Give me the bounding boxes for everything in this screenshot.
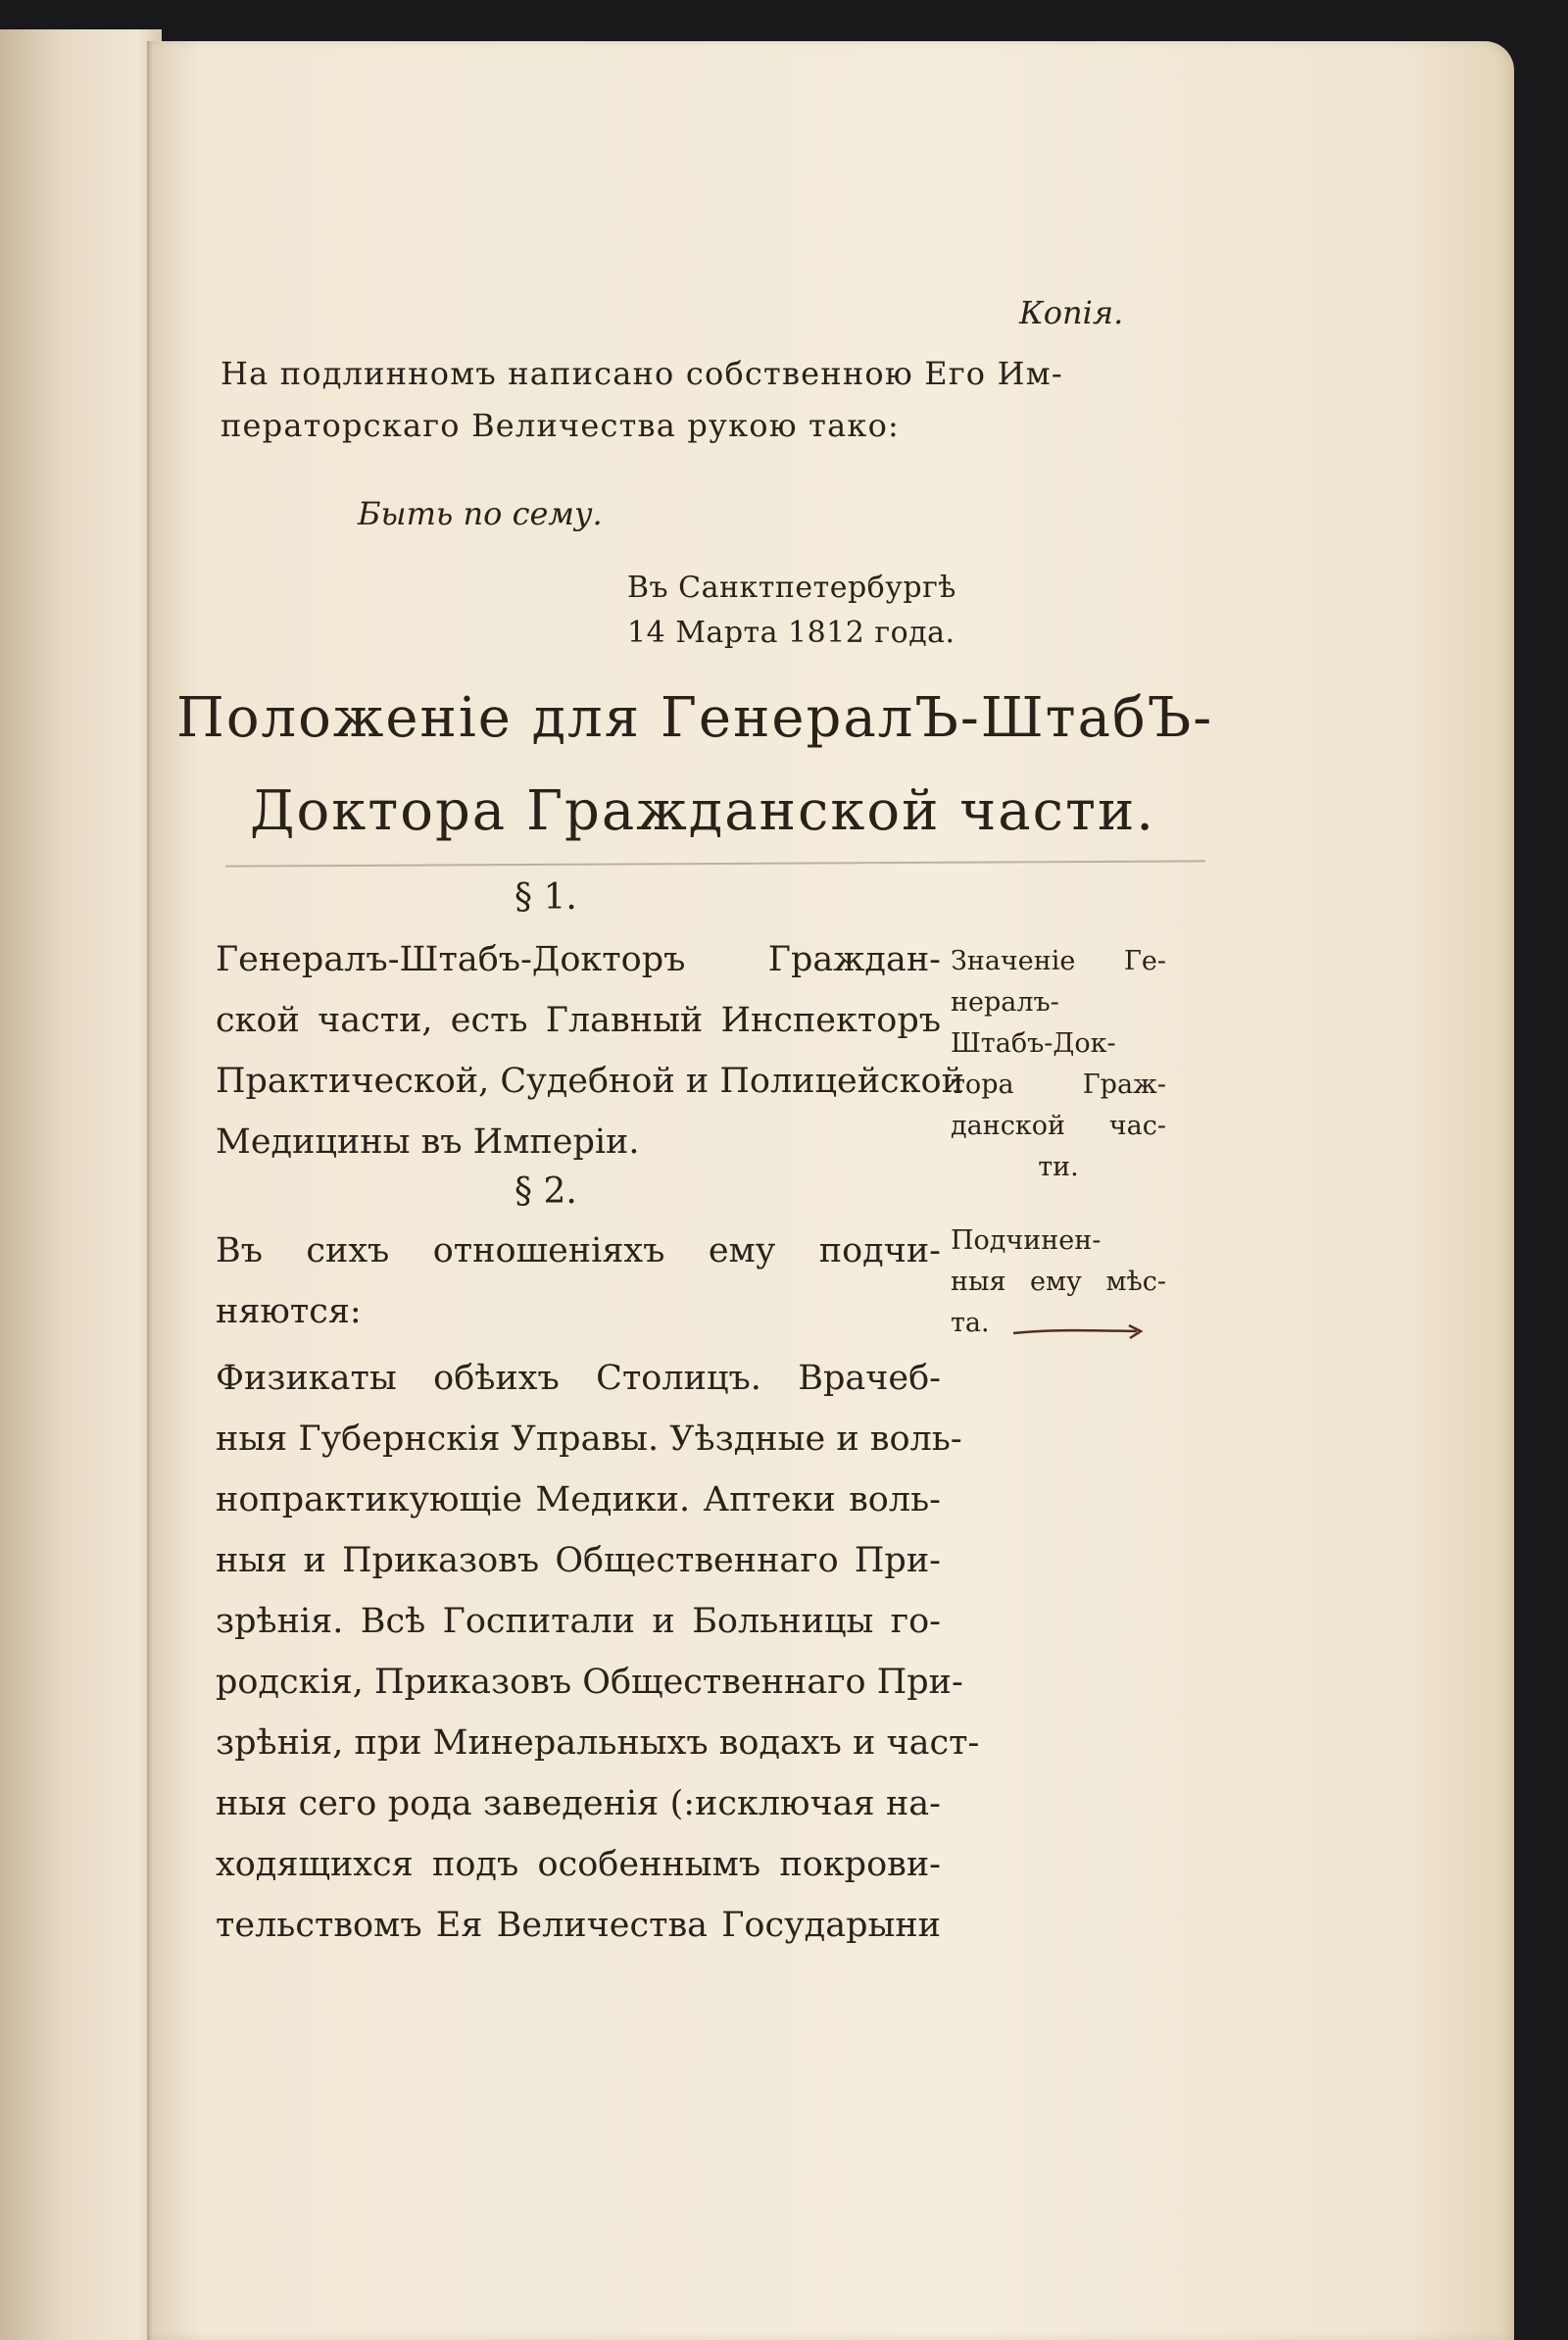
margin-note-line: та.	[951, 1308, 990, 1338]
body-line: няются:	[216, 1292, 362, 1331]
margin-note-line: ти.	[1038, 1152, 1079, 1182]
body-line: зрѣнія, при Минеральныхъ водахъ и част-	[216, 1723, 980, 1763]
handwritten-arrow-mark	[1011, 1321, 1149, 1341]
margin-note-line: Штабъ-Док-	[951, 1028, 1116, 1059]
body-line: Медицины въ Имперіи.	[216, 1122, 640, 1162]
body-line: ходящихся подъ особеннымъ покрови-	[216, 1845, 941, 1884]
body-line: ныя Губернскія Управы. Уѣздные и воль-	[216, 1419, 962, 1459]
section-1-body	[216, 929, 964, 1172]
margin-note-line: ныя ему мѣс-	[951, 1267, 1166, 1297]
body-line: тельствомъ Ея Величества Государыни	[216, 1906, 941, 1945]
copy-label: Копія.	[1019, 294, 1124, 331]
body-line: нопрактикующіе Медики. Аптеки воль-	[216, 1480, 941, 1519]
imperial-resolution: Быть по сему.	[358, 495, 603, 532]
body-line: родскія, Приказовъ Общественнаго При-	[216, 1663, 963, 1702]
margin-note-line: Подчинен-	[951, 1225, 1102, 1256]
body-line: зрѣнія. Всѣ Госпитали и Больницы го-	[216, 1602, 941, 1641]
margin-note-line: нералъ-	[951, 987, 1059, 1018]
body-line: Практической, Судебной и Полицейской	[216, 1062, 964, 1101]
intro-line-2: ператорскаго Величества рукою тако:	[220, 407, 901, 444]
body-line: Физикаты обѣихъ Столицъ. Врачеб-	[216, 1359, 941, 1398]
body-line: ской части, есть Главный Инспекторъ	[216, 1001, 941, 1040]
margin-note-line: тора Граж-	[951, 1070, 1166, 1100]
body-line: Генералъ-Штабъ-Докторъ Граждан-	[216, 940, 941, 979]
section-mark-1: § 1.	[514, 877, 577, 918]
place-line: Въ Санктпетербургѣ	[627, 571, 956, 605]
body-line: Въ сихъ отношеніяхъ ему подчи-	[216, 1231, 941, 1270]
document-title-line-1: Положеніе для ГенералЪ-ШтабЪ-	[176, 686, 1214, 750]
facing-page-edge	[0, 29, 162, 2340]
intro-line-1: На подлинномъ написано собственною Его Им-	[220, 355, 1063, 392]
date-line: 14 Марта 1812 года.	[627, 616, 956, 650]
section-mark-2: § 2.	[514, 1171, 577, 1212]
page-fold	[147, 41, 153, 2340]
margin-note-line: Значеніе Ге-	[951, 946, 1166, 976]
document-title-line-2: Доктора Гражданской части.	[250, 779, 1156, 843]
body-line: ныя и Приказовъ Общественнаго При-	[216, 1541, 941, 1580]
body-line: ныя сего рода заведенія (:исключая на-	[216, 1784, 941, 1823]
section-2-body	[216, 1220, 980, 1956]
margin-note-1	[951, 941, 1166, 1188]
margin-note-line: данской час-	[951, 1111, 1166, 1141]
